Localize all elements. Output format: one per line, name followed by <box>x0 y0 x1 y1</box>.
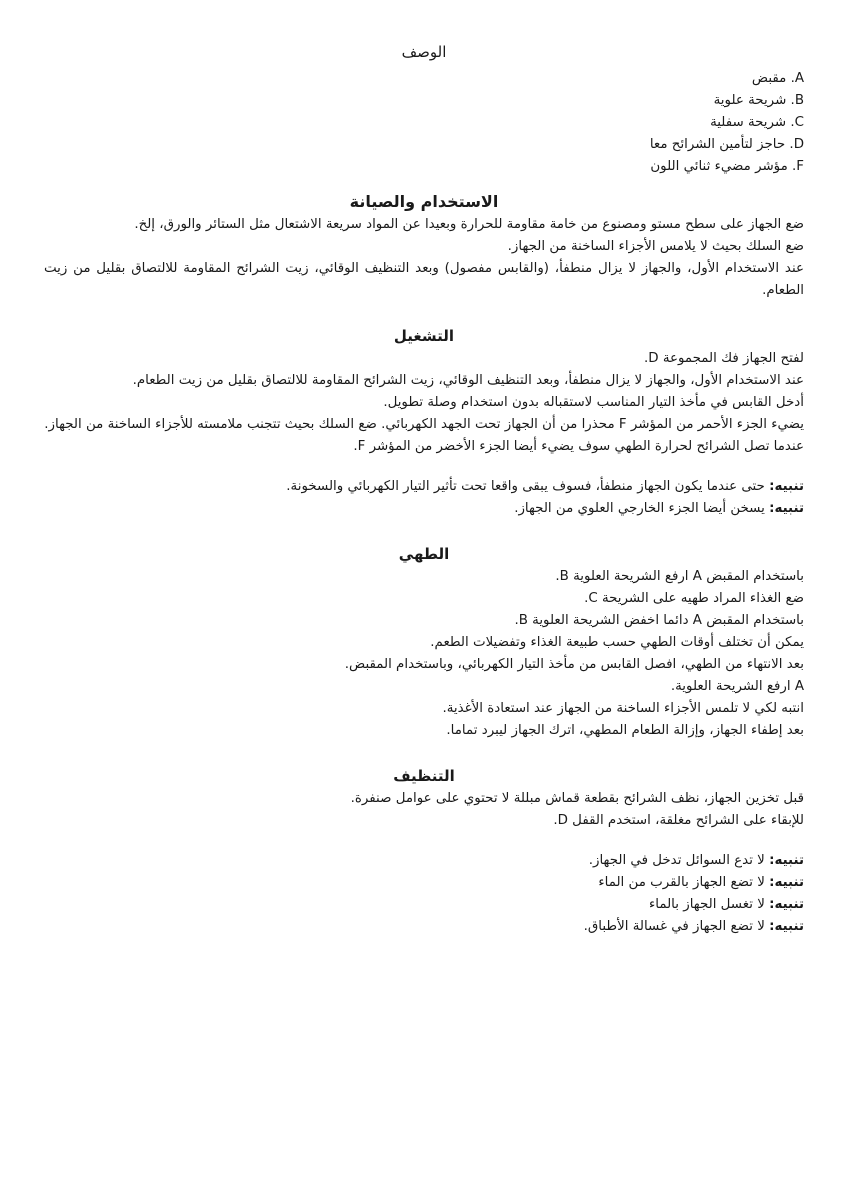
warning-label: تنبيه: <box>769 853 804 868</box>
warning-text: حتى عندما يكون الجهاز منطفأ، فسوف يبقى واقعا تحت تأثير التيار الكهربائي والسخونة. <box>286 479 770 494</box>
cooking-line: باستخدام المقبض A دائما اخفض الشريحة العلوية B. <box>514 613 804 628</box>
cooking-line: ضع الغذاء المراد طهيه على الشريحة C. <box>584 591 804 606</box>
operation-paragraph: لفتح الجهاز فك المجموعة D. <box>643 351 804 366</box>
cooking-line: باستخدام المقبض A ارفع الشريحة العلوية B. <box>555 569 804 584</box>
parts-list <box>44 68 804 178</box>
document-body <box>44 40 804 938</box>
usage-heading: الاستخدام والصيانة <box>349 192 499 211</box>
cooking-line: بعد إطفاء الجهاز، وإزالة الطعام المطهي، اترك الجهاز ليبرد تماما. <box>446 723 804 738</box>
warning-label: تنبيه: <box>769 501 804 516</box>
warning-line <box>44 894 804 916</box>
parts-list-item: D. حاجز لتأمين الشرائح معا <box>649 137 804 152</box>
warning-label: تنبيه: <box>769 479 804 494</box>
operation-heading: التشغيل <box>393 327 455 345</box>
warning-line <box>44 498 804 520</box>
cooking-line: A ارفع الشريحة العلوية. <box>670 679 804 694</box>
cooking-heading: الطهي <box>398 545 450 563</box>
parts-list-item: C. شريحة سفلية <box>710 115 804 130</box>
cooking-line: بعد الانتهاء من الطهي، افصل القابس من مأخذ التيار الكهربائي، وباستخدام المقبض. <box>344 657 804 672</box>
warning-line <box>44 476 804 498</box>
warning-label: تنبيه: <box>769 875 804 890</box>
warning-text: لا تضع الجهاز في غسالة الأطباق. <box>583 919 770 934</box>
warning-line <box>44 872 804 894</box>
warning-text: لا تضع الجهاز بالقرب من الماء <box>598 875 770 890</box>
warning-text: يسخن أيضا الجزء الخارجي العلوي من الجهاز. <box>514 501 770 516</box>
usage-paragraph: ضع الجهاز على سطح مستو ومصنوع من خامة مقاومة للحرارة وبعيدا عن المواد سريعة الاشتعال مثل الستائر والورق، إلخ. <box>134 217 804 232</box>
parts-list-item: A. مقبض <box>751 71 804 86</box>
usage-paragraph: ضع السلك بحيث لا يلامس الأجزاء الساخنة من الجهاز. <box>507 239 804 254</box>
warning-text: لا تغسل الجهاز بالماء <box>648 897 770 912</box>
parts-list-item: B. شريحة علوية <box>713 93 804 108</box>
operation-paragraph: عند الاستخدام الأول، والجهاز لا يزال منطفأ، وبعد التنظيف الوقائي، زيت الشرائح المقاومة للالتصاق بقليل من زيت الطعام. <box>132 373 804 388</box>
operation-paragraph: عندما تصل الشرائح لحرارة الطهي سوف يضيء أيضا الجزء الأخضر من المؤشر F. <box>353 439 804 454</box>
cooking-line: يمكن أن تختلف أوقات الطهي حسب طبيعة الغذاء وتفضيلات الطعم. <box>430 635 804 650</box>
usage-paragraph: عند الاستخدام الأول، والجهاز لا يزال منطفأ، (والقابس مفصول) وبعد التنظيف الوقائي، زيت الشرائح المقاومة للالتصاق بقليل من زيت الطعام. <box>44 261 804 298</box>
warning-label: تنبيه: <box>769 897 804 912</box>
parts-list-item: F. مؤشر مضيء ثنائي اللون <box>650 159 804 174</box>
warning-text: لا تدع السوائل تدخل في الجهاز. <box>588 853 770 868</box>
description-heading: الوصف <box>401 43 447 61</box>
cleaning-heading: التنظيف <box>393 767 455 785</box>
cleaning-paragraph: للإبقاء على الشرائح مغلقة، استخدم القفل D. <box>553 813 804 828</box>
cooking-line: انتبه لكي لا تلمس الأجزاء الساخنة من الجهاز عند استعادة الأغذية. <box>442 701 804 716</box>
warning-line <box>44 916 804 938</box>
operation-paragraph: أدخل القابس في مأخذ التيار المناسب لاستقباله بدون استخدام وصلة تطويل. <box>383 395 804 410</box>
cleaning-paragraph: قبل تخزين الجهاز، نظف الشرائح بقطعة قماش مبللة لا تحتوي على عوامل صنفرة. <box>350 791 804 806</box>
warning-line <box>44 850 804 872</box>
warning-label: تنبيه: <box>769 919 804 934</box>
operation-paragraph: يضيء الجزء الأحمر من المؤشر F محذرا من أن الجهاز تحت الجهد الكهربائي. ضع السلك بحيث تتجنب ملامسته للأجزاء الساخنة من الجهاز. <box>44 417 804 432</box>
